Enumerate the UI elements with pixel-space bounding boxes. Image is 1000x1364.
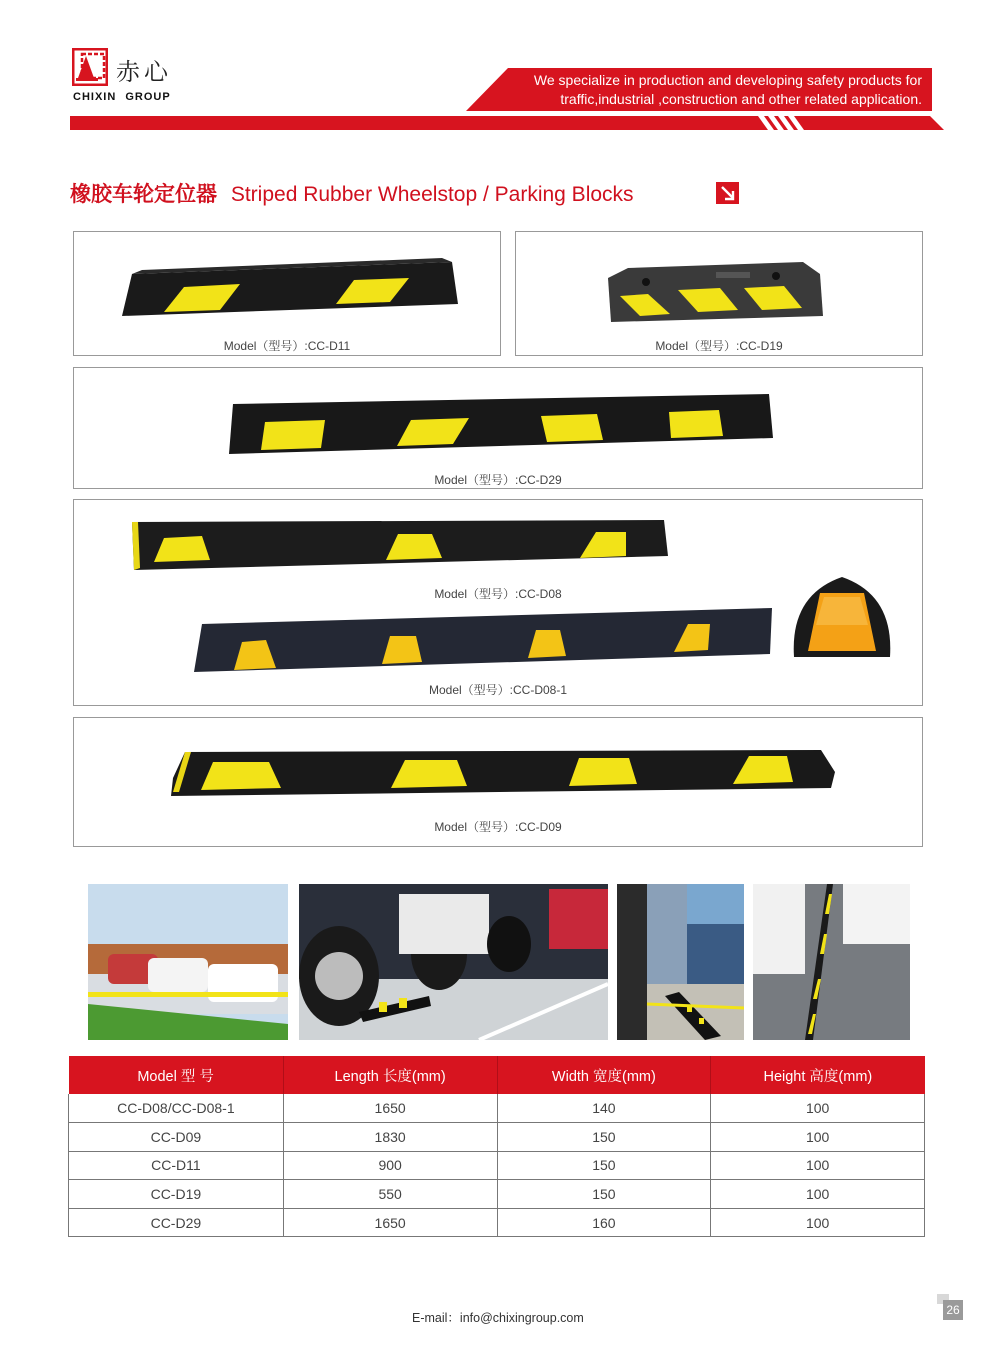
header-red-bar	[70, 116, 944, 130]
cell-width: 150	[497, 1151, 711, 1180]
cell-width: 140	[497, 1094, 711, 1123]
cell-width: 150	[497, 1123, 711, 1152]
table-row	[69, 1151, 925, 1180]
cell-length: 550	[283, 1180, 497, 1209]
product-caption: Model（型号）:CC-D08-1	[428, 683, 568, 697]
building-illustration	[617, 884, 744, 1040]
product-card-cc-d19	[515, 231, 923, 356]
section-title-en: Striped Rubber Wheelstop / Parking Blocks	[230, 183, 634, 206]
table-row	[69, 1180, 925, 1209]
table-row	[69, 1123, 925, 1152]
logo-english: CHIXIN GROUP	[73, 91, 171, 103]
cars-illustration	[299, 884, 608, 1040]
cell-model: CC-D19	[69, 1180, 284, 1209]
product-card-cc-d09	[73, 717, 923, 847]
cell-height: 100	[711, 1123, 925, 1152]
cell-length: 1650	[283, 1094, 497, 1123]
section-title	[70, 178, 634, 208]
wheelstop-image-cc-d08	[132, 518, 672, 572]
col-length: Length 长度(mm)	[283, 1056, 497, 1094]
cell-model: CC-D29	[69, 1208, 284, 1237]
table-row	[69, 1094, 925, 1123]
wheelstop-image-cc-d11	[122, 254, 462, 319]
page-number: 26	[943, 1300, 963, 1320]
cell-length: 1650	[283, 1208, 497, 1237]
cell-model: CC-D09	[69, 1123, 284, 1152]
cell-model: CC-D08/CC-D08-1	[69, 1094, 284, 1123]
product-caption: Model（型号）:CC-D08	[434, 587, 562, 601]
footer-email: E-mail：info@chixingroup.com	[412, 1311, 584, 1325]
cell-model: CC-D11	[69, 1151, 284, 1180]
building-wheelstop-photo	[617, 884, 744, 1040]
cell-width: 160	[497, 1208, 711, 1237]
product-caption: Model（型号）:CC-D09	[434, 820, 562, 834]
company-tagline: We specialize in production and developing safety products for traffic,industrial ,construction and other related application.	[533, 72, 922, 107]
road-illustration	[753, 884, 910, 1040]
cell-width: 150	[497, 1180, 711, 1209]
cell-height: 100	[711, 1180, 925, 1209]
wheelstop-image-cc-d29	[229, 394, 774, 456]
cell-height: 100	[711, 1094, 925, 1123]
col-width: Width 宽度(mm)	[497, 1056, 711, 1094]
cars-wheelstops-photo	[299, 884, 608, 1040]
parking-lot-photo	[88, 884, 288, 1040]
product-caption: Model（型号）:CC-D11	[223, 339, 351, 353]
wheelstop-image-cc-d08-1	[194, 608, 774, 672]
col-model: Model 型 号	[69, 1056, 284, 1094]
section-title-cn: 橡胶车轮定位器	[70, 183, 217, 206]
product-caption: Model（型号）:CC-D19	[655, 339, 783, 353]
cell-length: 1830	[283, 1123, 497, 1152]
product-card-cc-d11	[73, 231, 501, 356]
product-card-cc-d29	[73, 367, 923, 489]
table-header-row	[69, 1056, 925, 1094]
cell-height: 100	[711, 1151, 925, 1180]
logo-icon	[72, 48, 108, 86]
road-divider-photo	[753, 884, 910, 1040]
table-row	[69, 1208, 925, 1237]
product-caption: Model（型号）:CC-D29	[434, 473, 562, 487]
parking-lot-illustration	[88, 884, 288, 1040]
col-height: Height 高度(mm)	[711, 1056, 925, 1094]
reflector-closeup-image	[790, 575, 894, 659]
wheelstop-image-cc-d19	[608, 258, 826, 324]
wheelstop-image-cc-d09	[171, 748, 836, 798]
arrow-down-right-icon	[716, 182, 739, 204]
cell-length: 900	[283, 1151, 497, 1180]
logo-chinese: 赤心	[116, 58, 172, 86]
cell-height: 100	[711, 1208, 925, 1237]
product-card-cc-d08	[73, 499, 923, 706]
spec-table	[68, 1056, 925, 1237]
